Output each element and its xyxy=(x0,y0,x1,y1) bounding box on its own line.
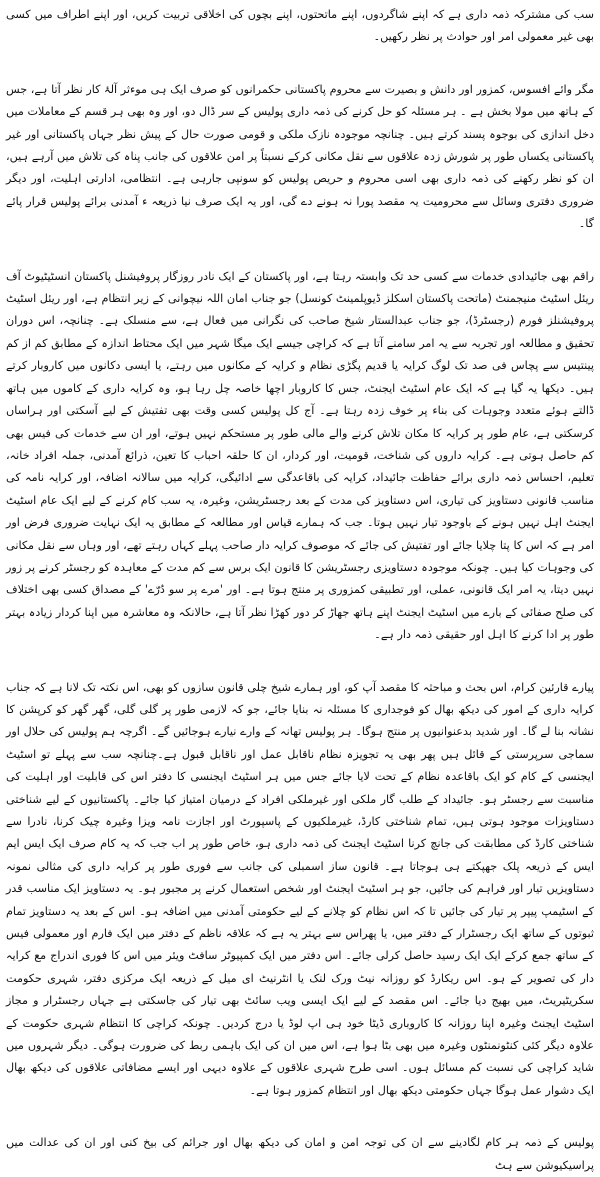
article-paragraph-5: پولیس کے ذمہ ہر کام لگادینے سے ان کی توجہ امن و امان کی دیکھ بھال اور جرائم کی بیخ کنی اور ان کی عدالت میں پراسیکیوشن سے ہٹ xyxy=(6,1136,594,1172)
article-paragraph-1: سب کی مشترکہ ذمہ داری ہے کہ اپنے شاگردوں، اپنے ماتحتوں، اپنے بچوں کی اخلاقی تربیت کریں، اور اپنے اطراف میں کسی بھی غیر معمولی امر اور حوادث پر نظر رکھیں۔ xyxy=(6,8,594,44)
article-paragraph-4: پیارے قارئین کرام، اس بحث و مباحثہ کا مقصد آپ کو، اور ہمارے شیخ چلی قانون سازوں کو بھی، اس نکتہ تک لانا ہے کہ جناب کرایہ داری کے امور کی دیکھ بھال کو فوجداری کا مسئلہ نہ بنایا جائے، جو کہ لازمی طور پر گلی گلی، گھر گھر کو کرپشن کا نشانہ بنا لے گا۔ اور شدید بدعنوانیوں پر منتج ہوگا۔ ہر پولیس تھانہ کے وارے نیارے ہوجائیں گے۔ اگرچہ ہم پولیس کی حلال اور سماجی سرپرستی کے قائل ہیں پھر بھی یہ تجویزہ نظام ناقابل عمل اور ناقابل قبول ہے۔چنانچہ سب سے پہلے تو اسٹیٹ ایجنسی کے کام کو ایک باقاعدہ نظام کے تحت لایا جائے جس میں ہر اسٹیٹ ایجنسی کا دفتر اس کی قابلیت اور اہلیت کی مناسبت سے رجسٹر ہو۔ جائیداد کے طلب گار ملکی اور غیرملکی افراد کے درمیان امتیاز کیا جائے۔ پاکستانیوں کے لیے شناختی دستاویزات موجود ہوتی ہیں، تمام شناختی کارڈ، غیرملکیوں کے پاسپورٹ اور اجازت نامہ ویزا وغیرہ چیک کرنا، نادرا سے شناختی کارڈ کی مطابقت کی جانچ کرنا اسٹیٹ ایجنٹ کی ذمہ داری ہو، خاص طور پر اب جب کہ یہ کام صرف ایک ایس ایم ایس کے ذریعہ پلک جھپکتے ہی ہوجاتا ہے۔ قانون ساز اسمبلی کی جانب سے فوری طور پر کرایہ داری کی مثالی نمونہ دستاویزیں تیار اور فراہم کی جائیں، جو ہر اسٹیٹ ایجنٹ اور شخص استعمال کرنے پر مجبور ہو۔ یہ دستاویز ایک مناسب قدر کے اسٹیمپ پیپر پر تیار کی جائیں تا کہ اس نظام کو چلانے کے لیے حکومتی آمدنی میں اضافہ ہو۔ اس کے بعد یہ دستاویز تمام ثبوتوں کے ساتھ ایک رجسٹرار کے دفتر میں، یا پھراس سے بہتر یہ ہے کہ علاقہ ناظم کے دفتر میں ایک فارم اور معمولی فیس کے ساتھ جمع کرکے ایک ایک رسید حاصل کرلی جائے۔ اس دفتر میں ایک کمپیوٹر سافٹ ویئر میں اس کا فوری اندراج مع کرایہ دار کی تصویر کے ہو۔ اس ریکارڈ کو روزانہ نیٹ ورک لنک یا انٹرنیٹ ای میل کے ذریعہ ایک مرکزی دفتر، شہری حکومت سکریٹیریٹ، میں بھیج دیا جائے۔ اس مقصد کے لیے ایک ایسی ویب سائٹ بھی تیار کی جاسکتی ہے جہاں رجسٹرار و مجاز اسٹیٹ ایجنٹ وغیرہ اپنا روزانہ کا کاروباری ڈیٹا خود ہی اپ لوڈ یا درج کردیں۔ چونکہ کراچی کا انتظام شہری حکومت کے علاوہ دیگر کئی کنٹونمنٹوں وغیرہ میں بھی بٹا ہوا ہے، اس میں ان کی ایک باہمی ربط کی ضرورت ہوگی۔ دیگر شہروں میں شاید کراچی کی نسبت کم مسائل ہوں۔ اسی طرح شہری علاقوں کے علاوہ دیہی اور ایسے مضافاتی علاقوں کی دیکھ بھال ایک دشوار عمل ہوگا جہاں حکومتی دیکھ بھال اور انتظام کمزور ہوتا ہے۔ xyxy=(6,680,594,1097)
article-paragraph-3: راقم بھی جائیدادی خدمات سے کسی حد تک وابستہ رہتا ہے، اور پاکستان کے ایک نادر روزگار پروفیشنل پاکستان انسٹیٹیوٹ آف ریئل اسٹیٹ منیجمنٹ (ماتحت پاکستان اسکلز ڈیوپلمینٹ کونسل) جو جناب امان اللہ نیچوانی کے زیر انتظام ہے، اور ریئل اسٹیٹ پروفیشنلز فورم (رجسٹرڈ)، جو جناب عبدالستار شیخ صاحب کی نگرانی میں فعال ہے، سے منسلک ہے۔ چنانچہ، اس دوران تحقیق و مطالعہ اور تجربہ سے یہ امر سامنے آتا ہے کہ کراچی جیسے ایک میگا شہر میں ایک محتاط اندازہ کے مطابق کم از کم پینتیس سے پچاس فی صد تک لوگ کرایہ یا قدیم پگڑی نظام و کرایہ کے مکانوں میں رہتے، یا ایسی دکانوں میں کاروبار کرتے ہیں۔ دیکھا یہ گیا ہے کہ ایک عام اسٹیٹ ایجنٹ، جس کا کاروبار اچھا خاصہ چل رہا ہو، وہ کرایہ داری کے کاموں میں ہاتھ ڈالتے ہوئے متعدد وجوہات کی بناء پر خوف زدہ رہتا ہے۔ آج کل پولیس کسی وقت بھی تفتیش کے لیے آسکتی اور ہراساں کرسکتی ہے، عام طور پر کرایہ کا مکان تلاش کرنے والے مالی طور پر مستحکم نہیں ہوتے، اور ان سے خدمات کی فیس بھی کم حاصل ہوتی ہے۔ کرایہ داروں کی شناخت، قومیت، اور کردار، ان کا حلقہ احباب کا تعین، ذرائع آمدنی، جملہ افراد خانہ، تعلیم، احساس ذمہ داری برائے حفاظت جائیداد، کرایہ کی باقاعدگی سے ادائیگی، کرایہ میں سالانہ اضافہ، اور کرایہ نامہ کی مناسب قانونی دستاویز کی تیاری، اس دستاویز کی مدت کے بعد رجسٹریشن، وغیرہ، یہ سب کام کرنے کے لیے ایک عام اسٹیٹ ایجنٹ اہل نہیں ہونے کے باوجود تیار نہیں ہوتا۔ جب کہ ہمارے قیاس اور مطالعہ کے مطابق یہ ایک نہایت ضروری فرض اور امر ہے کہ اس کا پتا چلایا جائے اور تفتیش کی جائے کہ موصوف کرایہ دار صاحب پہلے کہاں رہتے تھے، اور وہاں سے نقل مکانی کی وجوہات کیا ہیں۔ چونکہ موجودہ دستاویزی رجسٹریشن کا قانون ایک برس سے کم مدت کے معاہدہ کو رجسٹر کرنے پر زور نہیں دیتا، یہ امر ایک قانونی، عملی، اور تطبیقی کمزوری پر منتج ہوتا ہے۔ اور 'مرے پر سو دُرّے' کے مصداق کسی بھی اختلاف کی صلح صفائی کے بارے میں اسٹیٹ ایجنٹ اپنے ہاتھ جھاڑ کر دور کھڑا نظر آتا ہے، حالانکہ وہ معاشرہ میں اپنا کردار زیادہ بہتر طور پر ادا کرنے کا اہل اور حقیقی ذمہ دار ہے۔ xyxy=(6,269,594,642)
article-paragraph-2: مگر وائے افسوس، کمزور اور دانش و بصیرت سے محروم پاکستانی حکمرانوں کو صرف ایک ہی موءثر آلۂ کار نظر آتا ہے، جس کے ہاتھ میں مولا بخش ہے ۔ ہر مسئلہ کو حل کرنے کی ذمہ داری پولیس کے سر ڈال دو، اور وہ بھی ہر قسم کے معاملات میں دخل اندازی کی بوجوہ پسند کرتے ہیں۔ چنانچہ موجودہ نازک ملکی و قومی صورت حال کے پیش نظر جہاں پاکستانی اور غیر پاکستانی یکساں طور پر شورش زدہ علاقوں سے نقل مکانی کرکے نسبتاً پر امن علاقوں کی جانب پناہ کی تلاش میں آرہے ہیں، ان کو نظر رکھنے کی ذمہ داری بھی اسی محروم و حریص پولیس کو سونپی جارہی ہے۔ انتظامی، ادارتی اہلیت، اور دیگر ضروری دفتری وسائل سے محرومیت یہ مقصد پورا نہ ہونے دے گی، اور یہ ایک صرف نیا ذریعہ ء آمدنی برائے پولیس قرار پائے گا۔ xyxy=(6,82,594,231)
